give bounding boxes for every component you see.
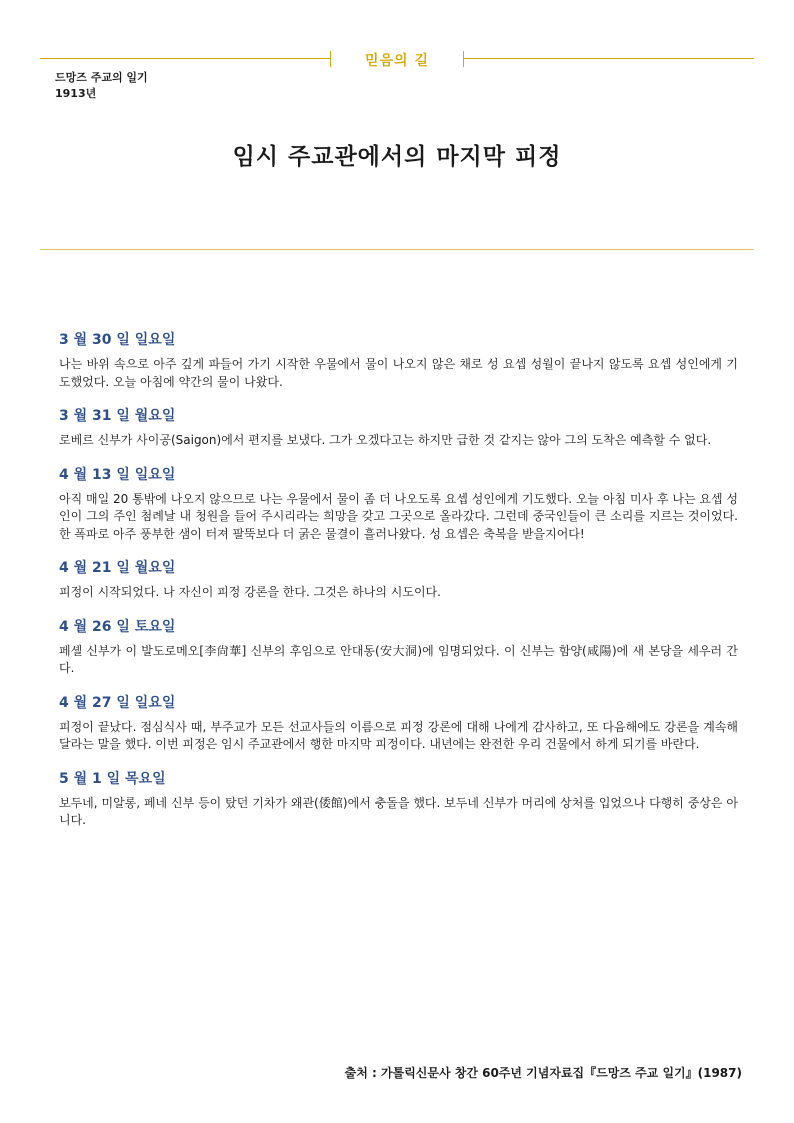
section-title: 믿음의 길 (365, 53, 429, 69)
entry-text: 아직 매일 20 통밖에 나오지 않으므로 나는 우물에서 물이 좀 더 나오도록 요셉 성인에게 기도했다. 오늘 아침 미사 후 나는 요셉 성인이 그의 주인 첨례날 내 청원을 들어 주시리라는 희망을 갖고 그곳으로 올라갔다. 그런데 중국인들이 큰 소리를 지르는 것이었다. 한 폭파로 아주 풍부한 샘이 터져 팔뚝보다 더 굵은 물결이 흘러나왔다. 성 요셉은 축복을 받을지어다! (59, 491, 738, 541)
header-rule-right (463, 58, 754, 59)
diary-entry (59, 330, 738, 391)
diary-entry (59, 693, 738, 754)
entry-text: 로베르 신부가 사이공(Saigon)에서 편지를 보냈다. 그가 오겠다고는 하지만 급한 것 같지는 않아 그의 도착은 예측할 수 없다. (59, 433, 712, 447)
diary-entry (59, 769, 738, 830)
diary-entry (59, 558, 738, 602)
diary-entry (59, 617, 738, 678)
diary-entry (59, 465, 738, 544)
diary-entry (59, 406, 738, 450)
page-title: 임시 주교관에서의 마지막 피정 (232, 144, 562, 170)
entry-date: 4 월 26 일 토요일 (59, 618, 176, 635)
entry-date: 4 월 13 일 일요일 (59, 466, 176, 483)
entry-date: 3 월 30 일 일요일 (59, 332, 176, 348)
entry-text: 페셸 신부가 이 발도로메오[李尙華] 신부의 후임으로 안대동(安大洞)에 임명되었다. 이 신부는 함양(咸陽)에 새 본당을 세우러 간다. (59, 643, 738, 675)
header-rule-left (40, 58, 330, 59)
entry-date: 4 월 27 일 일요일 (59, 694, 176, 711)
entry-text: 피정이 끝났다. 점심식사 때, 부주교가 모든 선교사들의 이름으로 피정 강론에 대해 나에게 감사하고, 또 다음해에도 강론을 계속해 달라는 말을 했다. 이번 피정은 임시 주교관에서 행한 마지막 피정이다. 내년에는 완전한 우리 건물에서 하게 되기를 바란다. (59, 719, 738, 751)
entry-text: 보두네, 미알롱, 페네 신부 등이 탔던 기차가 왜관(倭館)에서 충돌을 했다. 보두네 신부가 머리에 상처를 입었으나 다행히 중상은 아니다. (59, 795, 738, 827)
header-rule-tick-right (463, 51, 464, 67)
diary-name: 드망즈 주교의 일기 (55, 71, 148, 84)
entry-text: 피정이 시작되었다. 나 자신이 피정 강론을 한다. 그것은 하나의 시도이다. (59, 585, 441, 599)
entry-text: 나는 바위 속으로 아주 깊게 파들어 가기 시작한 우물에서 물이 나오지 않은 채로 성 요셉 성월이 끝나지 않도록 요셉 성인에게 기도했었다. 오늘 아침에 약간의 물이 나왔다. (59, 357, 738, 389)
entry-date: 3 월 31 일 월요일 (59, 408, 176, 424)
diary-year: 1913년 (55, 87, 97, 100)
entry-date: 4 월 21 일 월요일 (59, 560, 176, 576)
entry-date: 5 월 1 일 목요일 (59, 770, 166, 787)
diary-entries (59, 330, 738, 845)
source-citation: 출처 : 가톨릭신문사 창간 60주년 기념자료집『드망즈 주교 일기』(1987) (344, 1066, 742, 1080)
title-rule (40, 249, 754, 250)
